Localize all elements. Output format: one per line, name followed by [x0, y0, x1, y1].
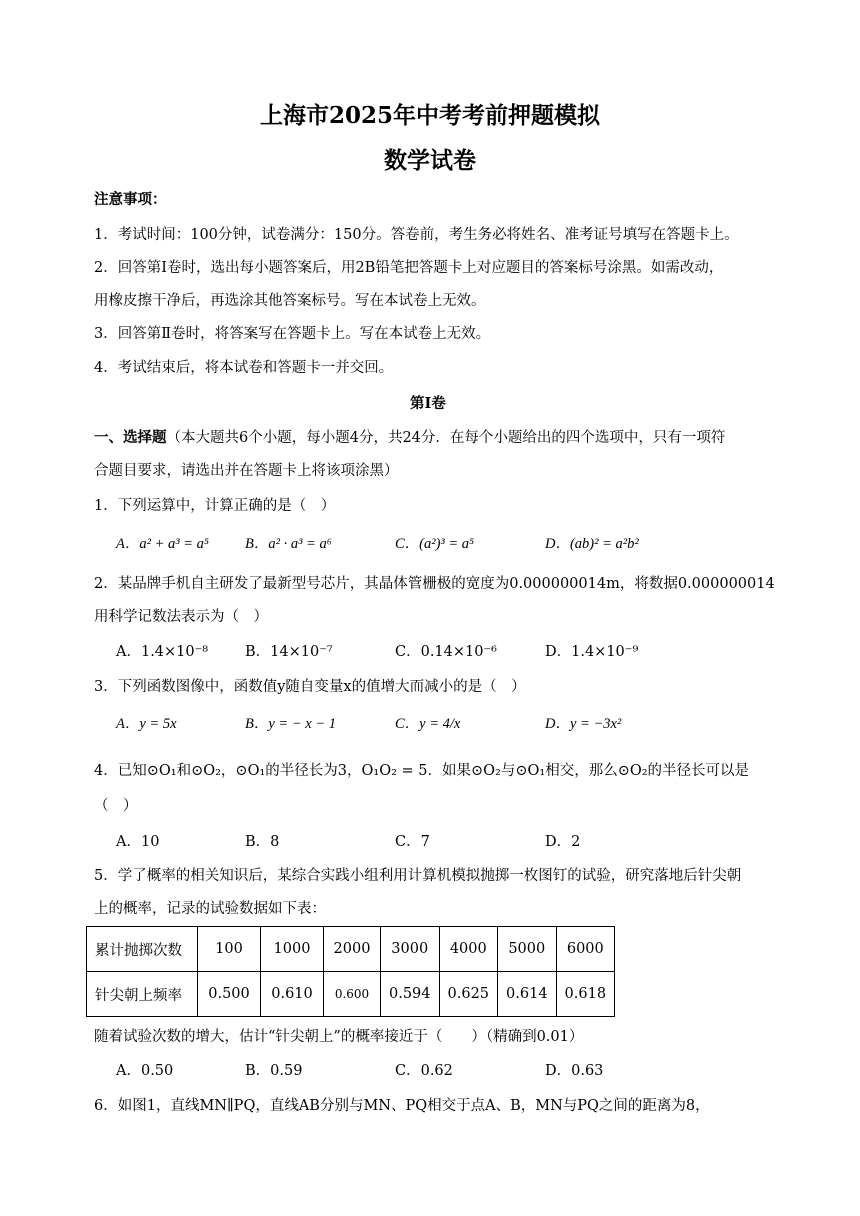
table-cell: 4000 — [439, 927, 498, 972]
section-heading: 一、选择题 — [94, 429, 167, 446]
q4-stem-cont: （ ） — [94, 798, 138, 814]
section-desc-cont: 合题目要求，请选出并在答题卡上将该项涂黑） — [94, 463, 399, 479]
table-cell: 0.614 — [498, 972, 557, 1017]
q1-stem: 1．下列运算中，计算正确的是（ ） — [94, 498, 336, 514]
part-heading: 第Ⅰ卷 — [410, 395, 446, 412]
q5-stem-cont: 上的概率，记录的试验数据如下表： — [94, 901, 326, 917]
table-cell: 0.500 — [198, 972, 261, 1017]
table-cell: 针尖朝上频率 — [87, 972, 198, 1017]
q5-option-d: D．0.63 — [545, 1063, 604, 1079]
q5-option-c: C．0.62 — [395, 1063, 453, 1079]
table-cell: 1000 — [261, 927, 324, 972]
table-cell: 5000 — [498, 927, 557, 972]
q3-option-d: D．y = −3x² — [545, 716, 622, 732]
q1-option-d: D．(ab)² = a²b² — [545, 536, 639, 552]
q1-option-a: A．a² + a³ = a⁵ — [116, 536, 209, 552]
q3-stem: 3．下列函数图像中，函数值y随自变量x的值增大而减小的是（ ） — [94, 679, 526, 695]
q3-option-b: B．y = − x − 1 — [245, 716, 336, 732]
frequency-table — [86, 926, 615, 1017]
table-cell: 0.610 — [261, 972, 324, 1017]
table-cell: 0.625 — [439, 972, 498, 1017]
exam-subtitle: 数学试卷 — [384, 147, 476, 174]
q4-option-d: D．2 — [545, 834, 581, 850]
q6-stem: 6．如图1，直线MN∥PQ，直线AB分别与MN、PQ相交于点A、B，MN与PQ之间的距离为8， — [94, 1098, 710, 1114]
table-cell: 累计抛掷次数 — [87, 927, 198, 972]
table-cell: 100 — [198, 927, 261, 972]
section-desc: （本大题共6个小题，每小题4分，共24分．在每个小题给出的四个选项中，只有一项符 — [166, 430, 726, 446]
q2-option-a: A．1.4×10⁻⁸ — [116, 644, 209, 660]
note-line-2: 2．回答第Ⅰ卷时，选出每小题答案后，用2B铅笔把答题卡上对应题目的答案标号涂黑。如需改动， — [94, 260, 724, 276]
table-cell: 0.618 — [556, 972, 615, 1017]
q2-stem-cont: 用科学记数法表示为（ ） — [94, 609, 268, 625]
section-intro — [94, 428, 725, 448]
q1-option-c: C．(a²)³ = a⁵ — [395, 536, 475, 552]
q5-option-a: A．0.50 — [116, 1063, 174, 1079]
q2-option-d: D．1.4×10⁻⁹ — [545, 644, 639, 660]
q4-stem: 4．已知⊙O₁和⊙O₂，⊙O₁的半径长为3，O₁O₂ = 5．如果⊙O₂与⊙O₁相交，那么⊙O₂的半径长可以是 — [94, 763, 750, 779]
notes-heading: 注意事项： — [94, 191, 167, 208]
table-row — [87, 927, 615, 972]
note-line-3: 用橡皮擦干净后，再选涂其他答案标号。写在本试卷上无效。 — [94, 293, 486, 309]
table-cell: 3000 — [381, 927, 440, 972]
q4-option-b: B．8 — [245, 834, 280, 850]
exam-title: 上海市2025年中考考前押题模拟 — [259, 102, 600, 129]
q4-option-a: A．10 — [116, 834, 160, 850]
q5-option-b: B．0.59 — [245, 1063, 303, 1079]
note-line-5: 4．考试结束后，将本试卷和答题卡一并交回。 — [94, 360, 394, 376]
table-cell: 6000 — [556, 927, 615, 972]
q2-option-c: C．0.14×10⁻⁶ — [395, 644, 497, 660]
q5-stem: 5．学了概率的相关知识后，某综合实践小组利用计算机模拟抛掷一枚图钉的试验，研究落地后针尖朝 — [94, 868, 742, 884]
q2-stem: 2．某品牌手机自主研发了最新型号芯片，其晶体管栅极的宽度为0.000000014m，将数据0.000000014 — [94, 576, 775, 592]
q3-option-a: A．y = 5x — [116, 716, 177, 732]
q5-question: 随着试验次数的增大，估计“针尖朝上”的概率接近于（ ）（精确到0.01） — [94, 1029, 584, 1045]
q1-option-b: B．a² · a³ = a⁶ — [245, 536, 332, 552]
note-line-1: 1．考试时间：100分钟，试卷满分：150分。答卷前，考生务必将姓名、准考证号填写在答题卡上。 — [94, 227, 739, 243]
table-cell: 0.594 — [381, 972, 440, 1017]
note-line-4: 3．回答第Ⅱ卷时，将答案写在答题卡上。写在本试卷上无效。 — [94, 326, 491, 342]
q3-option-c: C．y = 4/x — [395, 716, 461, 732]
q4-option-c: C．7 — [395, 834, 430, 850]
table-cell: 0.600 — [324, 972, 381, 1017]
q2-option-b: B．14×10⁻⁷ — [245, 644, 333, 660]
table-row — [87, 972, 615, 1017]
table-cell: 2000 — [324, 927, 381, 972]
